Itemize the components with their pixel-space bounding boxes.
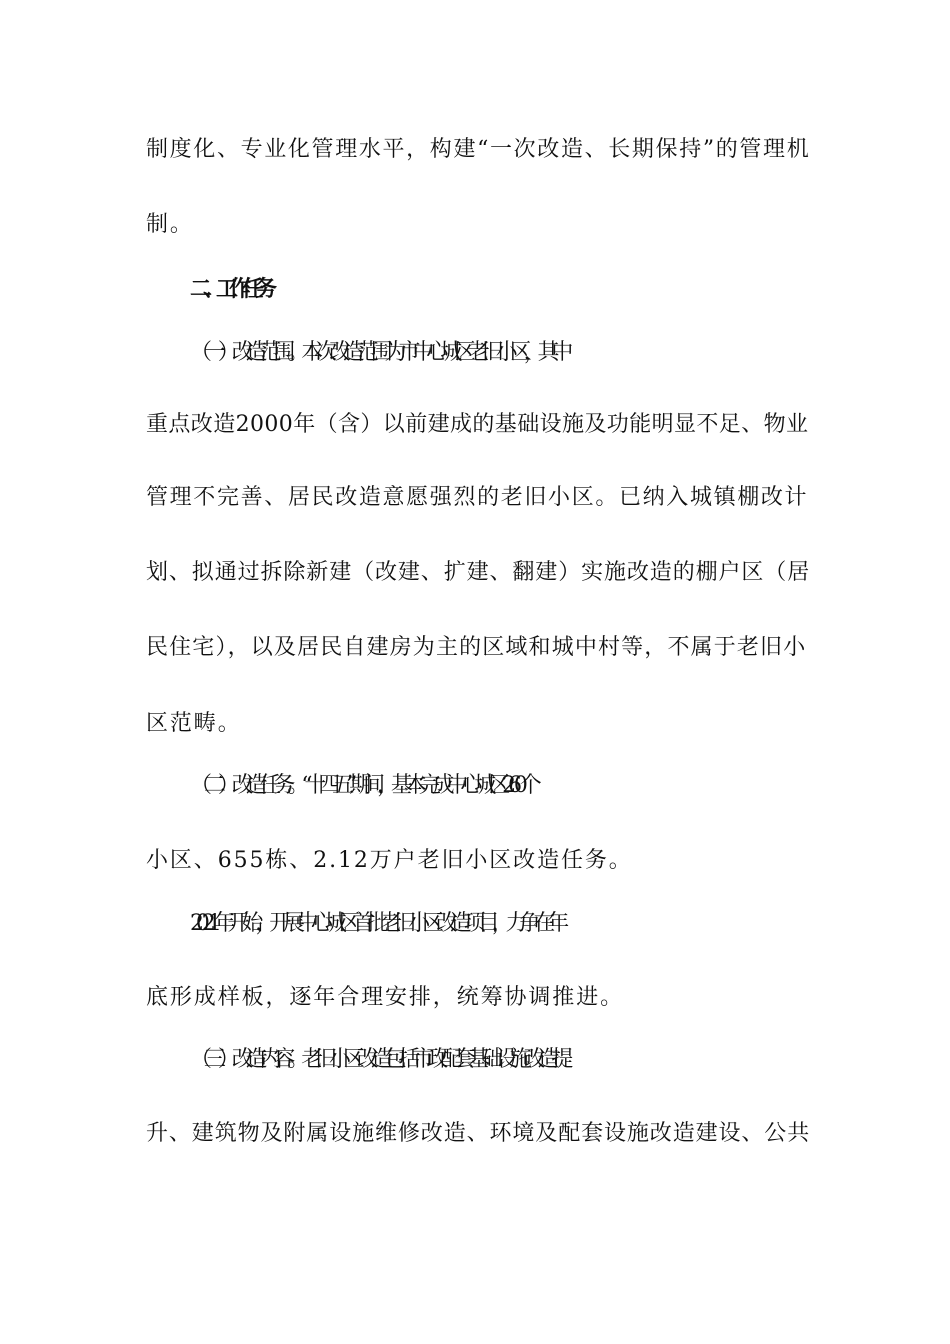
paragraph-line: 制。 [146,212,194,237]
section-heading: 二、工作任务 [190,277,269,302]
paragraph-line: 制度化、专业化管理水平，构建“一次改造、长期保持”的管理机 [146,137,811,162]
paragraph-line: 重点改造2000年（含）以前建成的基础设施及功能明显不足、物业 [146,412,809,437]
paragraph-line: 划、拟通过拆除新建（改建、扩建、翻建）实施改造的棚户区（居 [146,560,811,585]
paragraph-line: 升、建筑物及附属设施维修改造、环境及配套设施改造建设、公共 [146,1121,811,1146]
paragraph-line: 管理不完善、居民改造意愿强烈的老旧小区。已纳入城镇棚改计 [146,485,809,510]
paragraph-line: （二）改造任务。“十四五”期间，基本完成中心城区260个 [190,773,534,798]
paragraph-line: 区范畴。 [146,711,242,736]
paragraph-line: （一）改造范围。本次改造范围为市中心城区老旧小区，其中 [190,340,566,365]
paragraph-line: 底形成样板，逐年合理安排，统筹协调推进。 [146,985,625,1010]
paragraph-line: 小区、655栋、2.12万户老旧小区改造任务。 [146,848,633,873]
paragraph-line: 民住宅），以及居民自建房为主的区域和城中村等，不属于老旧小 [146,635,807,660]
paragraph-line: （三）改造内容。老旧小区改造包括市政配套基础设施改造提 [190,1047,566,1072]
paragraph-line: 2021年开始，开展中心城区首批老旧小区改造项目，力争在年 [190,911,562,936]
